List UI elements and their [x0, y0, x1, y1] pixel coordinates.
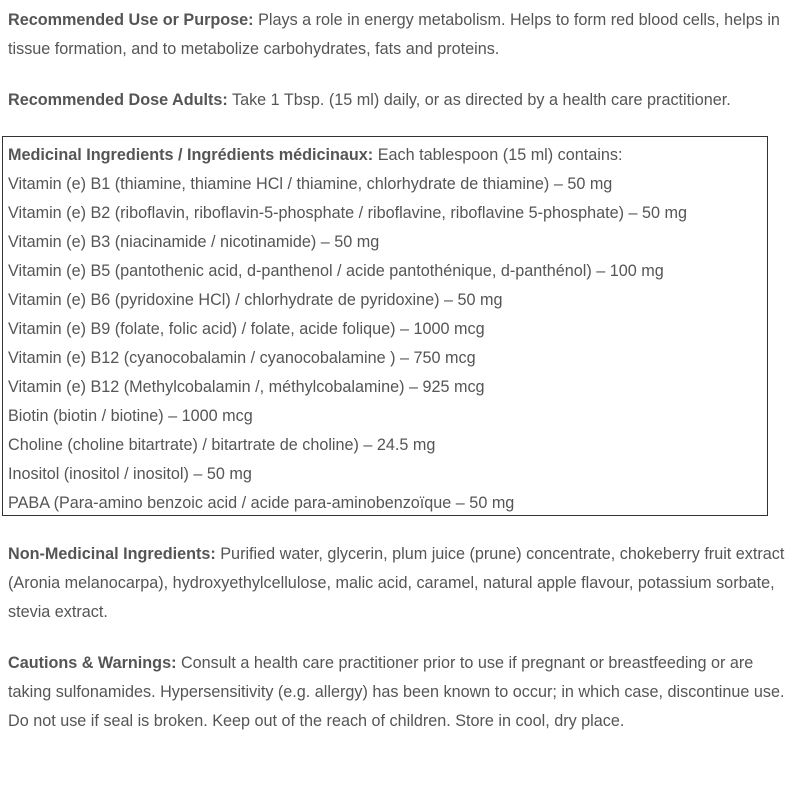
recommended-use-label: Recommended Use or Purpose: — [8, 11, 254, 29]
ingredient-item-b5: Vitamin (e) B5 (pantothenic acid, d-panthenol / acide pantothénique, d-panthénol) – 100 mg — [8, 262, 664, 280]
recommended-use-text: Plays a role in energy metabolism. Helps to form red blood cells, helps in tissue formation, and to metabolize carbohydrates, fats and proteins. — [8, 11, 780, 58]
ingredient-item-b12-methyl: Vitamin (e) B12 (Methylcobalamin /, méthylcobalamine) – 925 mcg — [8, 378, 485, 396]
non-medicinal-paragraph — [8, 540, 798, 627]
non-medicinal-text: Purified water, glycerin, plum juice (prune) concentrate, chokeberry fruit extract (Aronia melanocarpa), hydroxyethylcellulose, malic acid, caramel, natural apple flavour, potassium sorbate, stevia extract. — [8, 545, 785, 621]
cautions-text: Consult a health care practitioner prior to use if pregnant or breastfeeding or are taking sulfonamides. Hypersensitivity (e.g. allergy) has been known to occur; in which case, discontinue use. Do not use if seal is broken. Keep out of the reach of children. Store in cool, dry place. — [8, 654, 785, 730]
ingredient-item-b9: Vitamin (e) B9 (folate, folic acid) / folate, acide folique) – 1000 mcg — [8, 320, 485, 338]
ingredient-item-inositol: Inositol (inositol / inositol) – 50 mg — [8, 465, 252, 483]
medicinal-ingredients-intro: Each tablespoon (15 ml) contains: — [373, 146, 623, 164]
medicinal-ingredients-box — [2, 136, 768, 516]
recommended-use-paragraph — [8, 6, 798, 64]
ingredient-item-b1: Vitamin (e) B1 (thiamine, thiamine HCl / thiamine, chlorhydrate de thiamine) – 50 mg — [8, 175, 613, 193]
recommended-dose-paragraph — [8, 86, 798, 115]
non-medicinal-label: Non-Medicinal Ingredients: — [8, 545, 216, 563]
ingredient-item-b6: Vitamin (e) B6 (pyridoxine HCl) / chlorhydrate de pyridoxine) – 50 mg — [8, 291, 503, 309]
ingredient-item-biotin: Biotin (biotin / biotine) – 1000 mcg — [8, 407, 253, 425]
recommended-dose-text: Take 1 Tbsp. (15 ml) daily, or as directed by a health care practitioner. — [227, 91, 731, 109]
ingredient-item-b3: Vitamin (e) B3 (niacinamide / nicotinamide) – 50 mg — [8, 233, 380, 251]
medicinal-ingredients-label: Medicinal Ingredients / Ingrédients médicinaux: — [8, 146, 374, 164]
ingredient-item-b12-cyano: Vitamin (e) B12 (cyanocobalamin / cyanocobalamine ) – 750 mcg — [8, 349, 476, 367]
cautions-label: Cautions & Warnings: — [8, 654, 177, 672]
ingredient-item-paba: PABA (Para-amino benzoic acid / acide para-aminobenzoïque – 50 mg — [8, 494, 515, 512]
ingredient-item-choline: Choline (choline bitartrate) / bitartrate de choline) – 24.5 mg — [8, 436, 436, 454]
cautions-paragraph — [8, 649, 798, 736]
recommended-dose-label: Recommended Dose Adults: — [8, 91, 228, 109]
ingredient-item-b2: Vitamin (e) B2 (riboflavin, riboflavin-5-phosphate / riboflavine, riboflavine 5-phosphate) – 50 mg — [8, 204, 688, 222]
medicinal-ingredients-heading — [8, 141, 622, 170]
